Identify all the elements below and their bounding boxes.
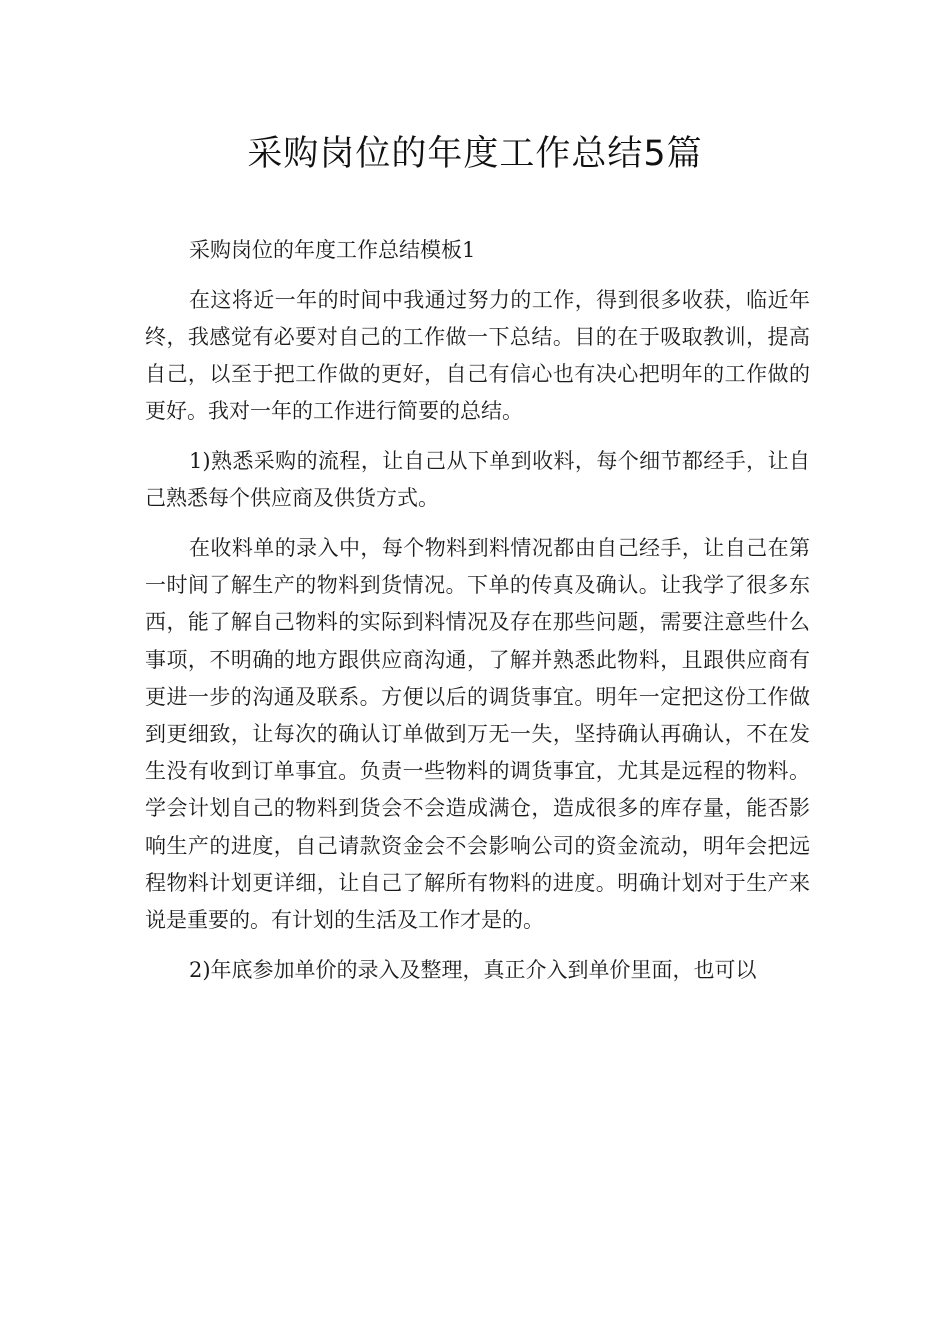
document-body	[145, 232, 810, 1001]
paragraph: 在收料单的录入中，每个物料到料情况都由自己经手，让自己在第一时间了解生产的物料到货情况。下单的传真及确认。让我学了很多东西，能了解自己物料的实际到料情况及存在那些问题，需要注意些什么事项，不明确的地方跟供应商沟通，了解并熟悉此物料，且跟供应商有更进一步的沟通及联系。方便以后的调货事宜。明年一定把这份工作做到更细致，让每次的确认订单做到万无一失，坚持确认再确认，不在发生没有收到订单事宜。负责一些物料的调货事宜，尤其是远程的物料。学会计划自己的物料到货会不会造成满仓，造成很多的库存量，能否影响生产的进度，自己请款资金会不会影响公司的资金流动，明年会把远程物料计划更详细，让自己了解所有物料的进度。明确计划对于生产来说是重要的。有计划的生活及工作才是的。	[145, 535, 810, 932]
section-heading: 采购岗位的年度工作总结模板1	[189, 238, 476, 262]
paragraph: 在这将近一年的时间中我通过努力的工作，得到很多收获，临近年终，我感觉有必要对自己的工作做一下总结。目的在于吸取教训，提高自己，以至于把工作做的更好，自己有信心也有决心把明年的工作做的更好。我对一年的工作进行简要的总结。	[145, 287, 810, 424]
paragraph: 2)年底参加单价的录入及整理，真正介入到单价里面，也可以	[189, 957, 757, 982]
document-title: 采购岗位的年度工作总结5篇	[247, 134, 703, 174]
paragraph: 1)熟悉采购的流程，让自己从下单到收料，每个细节都经手，让自己熟悉每个供应商及供货方式。	[145, 449, 810, 511]
